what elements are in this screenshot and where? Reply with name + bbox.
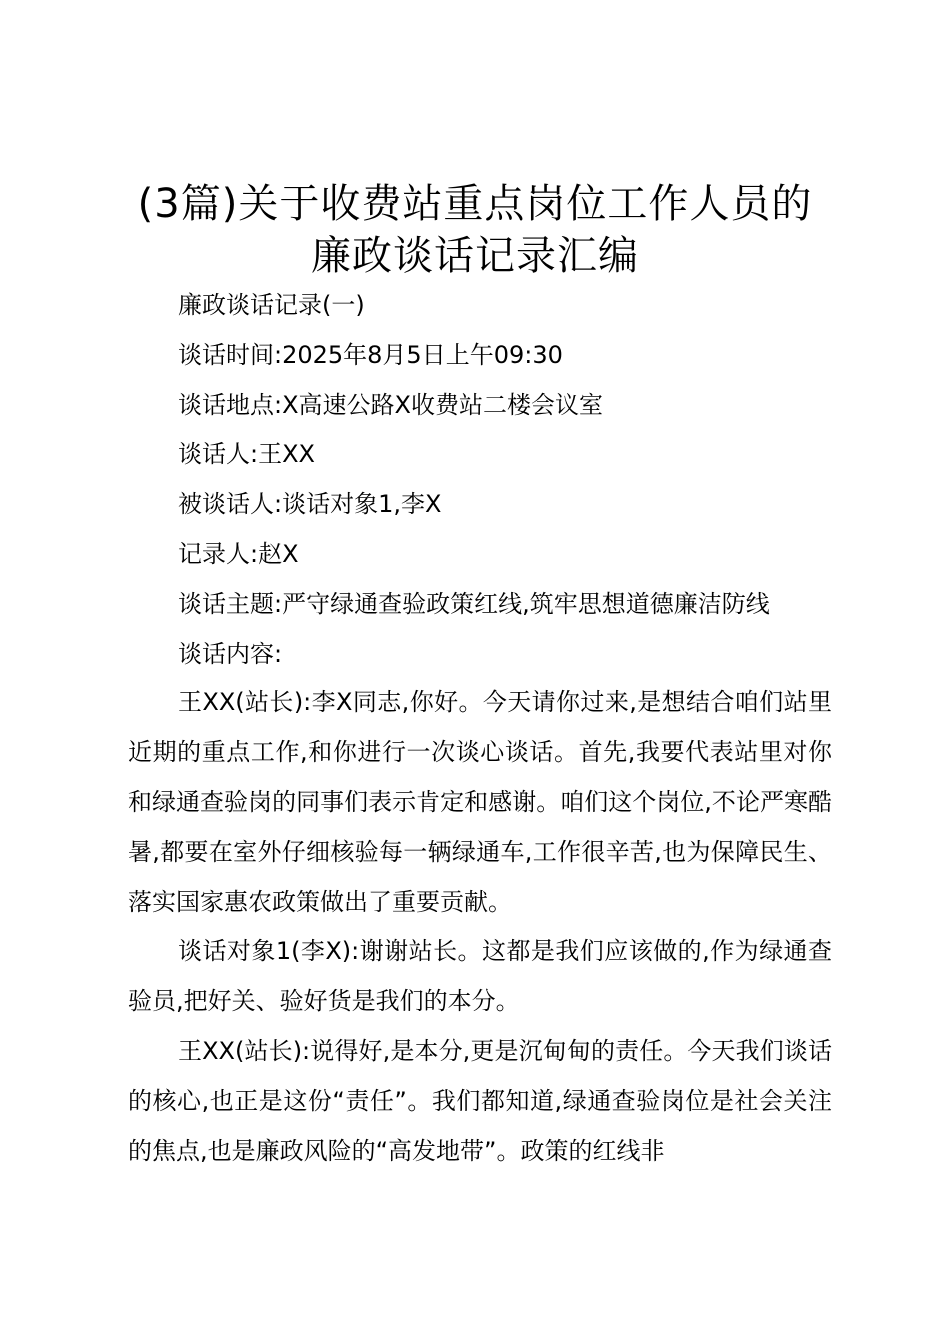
meta-place: 谈话地点:X高速公路X收费站二楼会议室	[178, 391, 603, 419]
meta-topic: 谈话主题:严守绿通查验政策红线,筑牢思想道德廉洁防线	[178, 590, 770, 618]
paragraph: 王XX(站长):说得好,是本分,更是沉甸甸的责任。今天我们谈话的核心,也正是这份“责任”。我们都知道,绿通查验岗位是社会关注的焦点,也是廉政风险的“高发地带”。政策的红线非	[128, 1037, 832, 1165]
meta-time: 谈话时间:2025年8月5日上午09:30	[178, 341, 563, 369]
document-title-line-1: (3篇)关于收费站重点岗位工作人员的	[137, 181, 813, 227]
document-title-line-2: 廉政谈话记录汇编	[311, 233, 639, 279]
meta-recorder: 记录人:赵X	[178, 540, 299, 568]
paragraph: 谈话对象1(李X):谢谢站长。这都是我们应该做的,作为绿通查验员,把好关、验好货是我们的本分。	[128, 937, 832, 1015]
section-heading: 廉政谈话记录(一)	[178, 291, 365, 319]
meta-content-label: 谈话内容:	[178, 640, 283, 668]
meta-interviewer: 谈话人:王XX	[178, 440, 315, 468]
meta-interviewee: 被谈话人:谈话对象1,李X	[178, 490, 442, 518]
paragraph: 王XX(站长):李X同志,你好。今天请你过来,是想结合咱们站里近期的重点工作,和你进行一次谈心谈话。首先,我要代表站里对你和绿通查验岗的同事们表示肯定和感谢。咱们这个岗位,不论严寒酷暑,都要在室外仔细核验每一辆绿通车,工作很辛苦,也为保障民生、落实国家惠农政策做出了重要贡献。	[128, 688, 832, 916]
